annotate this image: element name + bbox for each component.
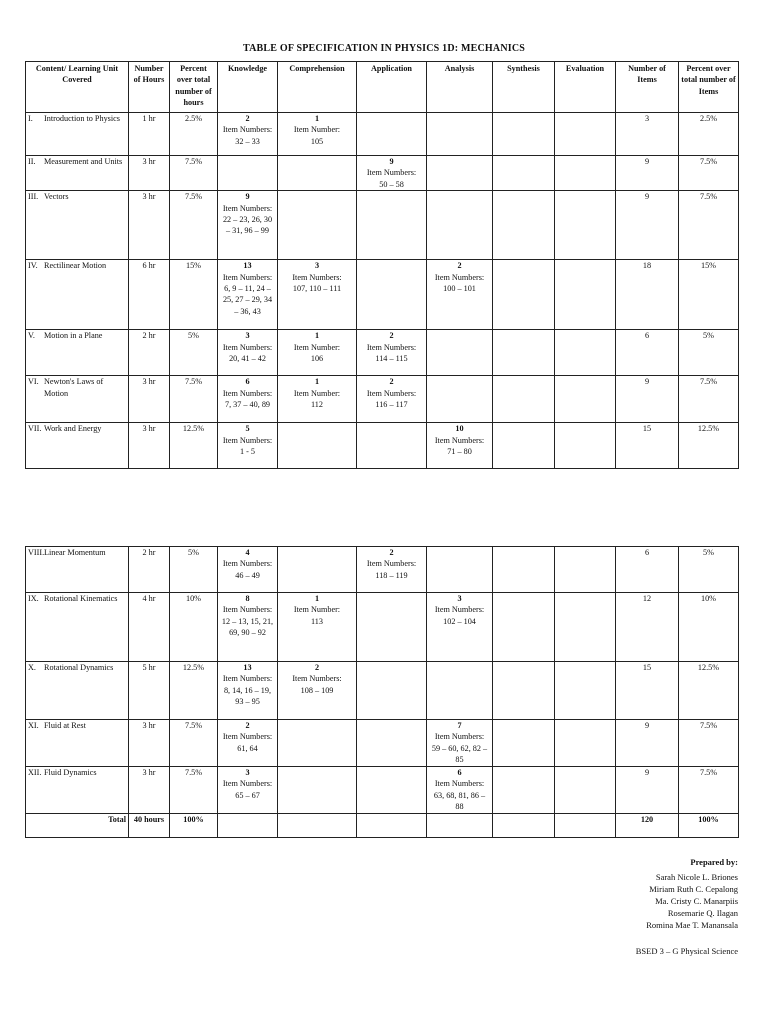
analysis-cell	[427, 720, 493, 767]
percent-items-cell: 5%	[679, 547, 739, 593]
unit-cell	[26, 547, 129, 593]
table-row	[26, 113, 739, 156]
application-item-label: Item Numbers:	[366, 342, 417, 352]
header-knowledge: Knowledge	[218, 62, 278, 113]
unit-cell	[26, 662, 129, 720]
table-row	[26, 423, 739, 469]
analysis-count: 2	[457, 261, 462, 271]
unit-cell	[26, 376, 129, 423]
evaluation-cell	[555, 191, 616, 260]
analysis-item-numbers: 71 – 80	[447, 447, 472, 457]
knowledge-cell	[218, 720, 278, 767]
synthesis-cell	[493, 662, 555, 720]
comprehension-count: 1	[314, 377, 320, 387]
unit-cell	[26, 191, 129, 260]
comprehension-cell	[278, 113, 357, 156]
header-analysis: Analysis	[427, 62, 493, 113]
unit-wrapper	[28, 423, 126, 434]
synthesis-cell	[493, 720, 555, 767]
knowledge-item-label: Item Numbers:	[222, 388, 273, 398]
analysis-cell	[427, 191, 493, 260]
knowledge-cell	[218, 260, 278, 330]
prepared-by-block	[646, 856, 738, 932]
knowledge-item-numbers: 6, 9 – 11, 24 – 25, 27 – 29, 34 – 36, 43	[222, 284, 273, 316]
analysis-count: 7	[457, 721, 462, 730]
hours-cell: 4 hr	[129, 593, 170, 662]
total-comprehension	[278, 813, 357, 837]
num-items-cell: 15	[616, 662, 679, 720]
num-items-cell: 9	[616, 156, 679, 191]
application-item-label: Item Numbers:	[366, 559, 417, 569]
num-items-cell: 12	[616, 593, 679, 662]
knowledge-item-numbers: 20, 41 – 42	[229, 354, 266, 364]
comprehension-cell	[278, 156, 357, 191]
num-items-cell: 3	[616, 113, 679, 156]
unit-number: X.	[28, 663, 36, 672]
analysis-item-label: Item Numbers:	[434, 779, 485, 789]
unit-name: Rotational Dynamics	[44, 663, 114, 672]
synthesis-cell	[493, 423, 555, 469]
knowledge-cell	[218, 593, 278, 662]
knowledge-cell	[218, 330, 278, 376]
total-analysis	[427, 813, 493, 837]
application-cell	[357, 376, 427, 423]
num-items-cell: 6	[616, 330, 679, 376]
synthesis-cell	[493, 156, 555, 191]
knowledge-item-numbers: 1 - 5	[239, 447, 255, 457]
knowledge-item-label: Item Numbers:	[222, 125, 273, 135]
analysis-item-label: Item Numbers:	[434, 272, 485, 282]
evaluation-cell	[555, 547, 616, 593]
knowledge-item-numbers: 12 – 13, 15, 21, 69, 90 – 92	[221, 616, 274, 638]
header-hours: Number of Hours	[129, 62, 170, 113]
total-evaluation	[555, 813, 616, 837]
evaluation-cell	[555, 593, 616, 662]
hours-cell: 6 hr	[129, 260, 170, 330]
header-percent-hours: Percent over total number of hours	[170, 62, 218, 113]
table-row	[26, 376, 739, 423]
synthesis-cell	[493, 593, 555, 662]
application-item-numbers: 50 – 58	[379, 179, 404, 189]
synthesis-cell	[493, 113, 555, 156]
knowledge-cell	[218, 191, 278, 260]
knowledge-item-numbers: 65 – 67	[235, 790, 260, 800]
knowledge-item-label: Item Numbers:	[222, 605, 273, 615]
percent-items-cell: 7.5%	[679, 376, 739, 423]
analysis-cell	[427, 113, 493, 156]
unit-wrapper	[28, 330, 126, 341]
evaluation-cell	[555, 720, 616, 767]
analysis-count: 10	[455, 424, 464, 434]
comprehension-count: 1	[314, 594, 320, 603]
comprehension-cell	[278, 662, 357, 720]
knowledge-cell	[218, 113, 278, 156]
table-row	[26, 593, 739, 662]
comprehension-item-label: Item Numbers:	[292, 272, 342, 282]
specification-table-part-2	[25, 546, 739, 838]
unit-name: Fluid at Rest	[44, 721, 86, 730]
application-count: 2	[389, 377, 394, 387]
hours-cell: 5 hr	[129, 662, 170, 720]
prepared-by-heading: Prepared by:	[690, 857, 738, 867]
num-items-cell: 9	[616, 767, 679, 814]
comprehension-item-label: Item Number:	[293, 342, 341, 352]
evaluation-cell	[555, 423, 616, 469]
comprehension-cell	[278, 376, 357, 423]
unit-cell	[26, 330, 129, 376]
num-items-cell: 15	[616, 423, 679, 469]
header-application: Application	[357, 62, 427, 113]
percent-items-cell: 12.5%	[679, 423, 739, 469]
analysis-item-numbers: 102 – 104	[443, 616, 476, 626]
application-item-numbers: 114 – 115	[375, 354, 408, 364]
knowledge-count: 13	[243, 261, 252, 271]
percent-hours-cell: 7.5%	[170, 376, 218, 423]
unit-number: XI.	[28, 721, 39, 730]
comprehension-count: 1	[314, 114, 320, 123]
knowledge-cell	[218, 662, 278, 720]
unit-cell	[26, 423, 129, 469]
comprehension-item-label: Item Number:	[293, 388, 341, 398]
total-knowledge	[218, 813, 278, 837]
knowledge-cell	[218, 376, 278, 423]
application-cell	[357, 662, 427, 720]
total-label: Total	[26, 813, 129, 837]
knowledge-count: 4	[245, 548, 250, 557]
total-application	[357, 813, 427, 837]
knowledge-cell	[218, 423, 278, 469]
synthesis-cell	[493, 260, 555, 330]
knowledge-count: 6	[245, 377, 250, 387]
synthesis-cell	[493, 767, 555, 814]
course-label: BSED 3 – G Physical Science	[635, 946, 738, 956]
comprehension-item-label: Item Number:	[293, 605, 341, 615]
unit-wrapper	[28, 720, 126, 731]
comprehension-cell	[278, 330, 357, 376]
knowledge-count: 2	[245, 721, 250, 730]
comprehension-item-numbers: 108 – 109	[300, 685, 334, 695]
analysis-item-numbers: 59 – 60, 62, 82 – 85	[431, 743, 488, 765]
table-body-part-2	[26, 547, 739, 814]
application-item-numbers: 116 – 117	[375, 400, 408, 410]
comprehension-item-numbers: 106	[310, 354, 324, 364]
application-cell	[357, 260, 427, 330]
unit-cell	[26, 720, 129, 767]
unit-number: XII.	[28, 768, 42, 777]
knowledge-item-label: Item Numbers:	[222, 674, 273, 684]
unit-name: Work and Energy	[44, 424, 102, 434]
percent-hours-cell: 12.5%	[170, 662, 218, 720]
unit-name: Measurement and Units	[44, 157, 123, 166]
table-row	[26, 662, 739, 720]
analysis-item-numbers: 63, 68, 81, 86 – 88	[433, 790, 486, 812]
application-cell	[357, 767, 427, 814]
knowledge-item-numbers: 22 – 23, 26, 30 – 31, 96 – 99	[222, 215, 273, 236]
application-count: 9	[389, 157, 394, 166]
percent-hours-cell: 15%	[170, 260, 218, 330]
knowledge-count: 5	[245, 424, 250, 434]
comprehension-cell	[278, 767, 357, 814]
total-percent: 100%	[170, 813, 218, 837]
percent-items-cell: 7.5%	[679, 191, 739, 260]
analysis-cell	[427, 156, 493, 191]
knowledge-item-label: Item Numbers:	[222, 559, 273, 569]
knowledge-item-numbers: 8, 14, 16 – 19, 93 – 95	[223, 685, 272, 707]
knowledge-item-numbers: 61, 64	[237, 743, 258, 753]
unit-cell	[26, 113, 129, 156]
header-row	[26, 62, 739, 113]
comprehension-cell	[278, 191, 357, 260]
synthesis-cell	[493, 330, 555, 376]
total-percent-items: 100%	[679, 813, 739, 837]
num-items-cell: 9	[616, 720, 679, 767]
knowledge-count: 13	[243, 663, 252, 672]
evaluation-cell	[555, 113, 616, 156]
table-row	[26, 156, 739, 191]
unit-cell	[26, 260, 129, 330]
unit-wrapper	[28, 191, 126, 202]
knowledge-count: 8	[245, 594, 250, 603]
header-synthesis: Synthesis	[493, 62, 555, 113]
percent-hours-cell: 5%	[170, 547, 218, 593]
analysis-cell	[427, 260, 493, 330]
knowledge-item-numbers: 46 – 49	[235, 570, 260, 580]
hours-cell: 3 hr	[129, 376, 170, 423]
knowledge-item-label: Item Numbers:	[222, 342, 273, 352]
application-cell	[357, 191, 427, 260]
unit-wrapper	[28, 260, 126, 271]
hours-cell: 3 hr	[129, 191, 170, 260]
knowledge-item-numbers: 7, 37 – 40, 89	[224, 400, 271, 410]
num-items-cell: 9	[616, 191, 679, 260]
unit-number: II.	[28, 157, 36, 166]
hours-cell: 2 hr	[129, 547, 170, 593]
application-item-numbers: 118 – 119	[375, 570, 408, 580]
hours-cell: 3 hr	[129, 423, 170, 469]
percent-hours-cell: 12.5%	[170, 423, 218, 469]
document-title: TABLE OF SPECIFICATION IN PHYSICS 1D: MECHANICS	[242, 43, 526, 54]
knowledge-cell	[218, 767, 278, 814]
unit-number: VI.	[28, 377, 39, 387]
unit-name: Linear Momentum	[44, 548, 106, 557]
table-body-part-1	[26, 113, 739, 469]
percent-items-cell: 7.5%	[679, 156, 739, 191]
percent-hours-cell: 7.5%	[170, 191, 218, 260]
percent-items-cell: 10%	[679, 593, 739, 662]
unit-wrapper	[28, 547, 126, 558]
synthesis-cell	[493, 376, 555, 423]
unit-cell	[26, 767, 129, 814]
header-percent-items: Percent over total number of Items	[679, 62, 739, 113]
knowledge-cell	[218, 156, 278, 191]
knowledge-item-label: Item Numbers:	[222, 779, 273, 789]
comprehension-item-label: Item Numbers:	[292, 674, 342, 684]
unit-name: Fluid Dynamics	[44, 768, 97, 777]
hours-cell: 3 hr	[129, 720, 170, 767]
comprehension-cell	[278, 720, 357, 767]
header-comprehension: Comprehension	[278, 62, 357, 113]
application-count: 2	[389, 331, 394, 341]
analysis-cell	[427, 330, 493, 376]
comprehension-item-numbers: 112	[311, 400, 323, 410]
analysis-cell	[427, 376, 493, 423]
unit-number: V.	[28, 331, 35, 341]
preparer-name: Rosemarie Q. Ilagan	[667, 908, 738, 919]
comprehension-count: 3	[314, 261, 320, 271]
header-content: Content/ Learning Unit Covered	[26, 62, 129, 113]
hours-cell: 2 hr	[129, 330, 170, 376]
unit-name: Newton's Laws of Motion	[44, 377, 104, 398]
percent-items-cell: 2.5%	[679, 113, 739, 156]
knowledge-item-label: Item Numbers:	[222, 203, 273, 213]
num-items-cell: 18	[616, 260, 679, 330]
comprehension-count: 2	[314, 663, 320, 672]
table-row	[26, 260, 739, 330]
application-cell	[357, 423, 427, 469]
num-items-cell: 9	[616, 376, 679, 423]
unit-wrapper	[28, 593, 126, 604]
knowledge-count: 2	[245, 114, 250, 123]
hours-cell: 3 hr	[129, 156, 170, 191]
comprehension-cell	[278, 260, 357, 330]
unit-name: Rectilinear Motion	[44, 261, 107, 271]
synthesis-cell	[493, 191, 555, 260]
unit-number: VIII.	[28, 548, 45, 557]
percent-hours-cell: 7.5%	[170, 156, 218, 191]
analysis-item-label: Item Numbers:	[434, 605, 485, 615]
analysis-item-label: Item Numbers:	[434, 435, 485, 445]
percent-hours-cell: 7.5%	[170, 767, 218, 814]
table-row	[26, 547, 739, 593]
hours-cell: 1 hr	[129, 113, 170, 156]
knowledge-count: 9	[245, 192, 250, 202]
percent-items-cell: 7.5%	[679, 767, 739, 814]
evaluation-cell	[555, 376, 616, 423]
application-item-label: Item Numbers:	[366, 168, 417, 178]
percent-items-cell: 12.5%	[679, 662, 739, 720]
unit-wrapper	[28, 113, 126, 124]
total-row	[26, 813, 739, 837]
table-row	[26, 330, 739, 376]
unit-cell	[26, 156, 129, 191]
unit-number: III.	[28, 192, 39, 202]
percent-items-cell: 7.5%	[679, 720, 739, 767]
preparer-name: Romina Mae T. Manansala	[646, 920, 738, 931]
application-cell	[357, 547, 427, 593]
num-items-cell: 6	[616, 547, 679, 593]
comprehension-item-numbers: 113	[311, 616, 323, 626]
synthesis-cell	[493, 547, 555, 593]
knowledge-count: 3	[245, 331, 250, 341]
comprehension-item-numbers: 105	[310, 136, 324, 146]
total-hours: 40 hours	[129, 813, 170, 837]
application-count: 2	[389, 548, 394, 557]
unit-wrapper	[28, 662, 126, 673]
preparer-name: Sarah Nicole L. Briones	[655, 872, 738, 883]
application-cell	[357, 156, 427, 191]
comprehension-cell	[278, 593, 357, 662]
percent-hours-cell: 10%	[170, 593, 218, 662]
analysis-item-numbers: 100 – 101	[443, 284, 476, 294]
knowledge-item-label: Item Numbers:	[222, 732, 273, 742]
total-num-items: 120	[616, 813, 679, 837]
preparer-name: Miriam Ruth C. Cepalong	[649, 884, 738, 895]
header-evaluation: Evaluation	[555, 62, 616, 113]
evaluation-cell	[555, 260, 616, 330]
percent-items-cell: 5%	[679, 330, 739, 376]
application-cell	[357, 593, 427, 662]
evaluation-cell	[555, 156, 616, 191]
application-cell	[357, 113, 427, 156]
knowledge-count: 3	[245, 768, 250, 777]
evaluation-cell	[555, 767, 616, 814]
unit-name: Vectors	[44, 192, 69, 202]
table-row	[26, 191, 739, 260]
percent-items-cell: 15%	[679, 260, 739, 330]
knowledge-item-label: Item Numbers:	[222, 435, 273, 445]
total-synthesis	[493, 813, 555, 837]
analysis-cell	[427, 547, 493, 593]
table-row	[26, 720, 739, 767]
evaluation-cell	[555, 330, 616, 376]
application-item-label: Item Numbers:	[366, 388, 417, 398]
hours-cell: 3 hr	[129, 767, 170, 814]
comprehension-item-label: Item Number:	[293, 125, 341, 135]
application-cell	[357, 330, 427, 376]
comprehension-cell	[278, 423, 357, 469]
table-row	[26, 767, 739, 814]
comprehension-item-numbers: 107, 110 – 111	[292, 284, 342, 294]
analysis-count: 6	[457, 768, 462, 777]
unit-number: VII.	[28, 424, 42, 434]
analysis-cell	[427, 662, 493, 720]
analysis-count: 3	[457, 594, 462, 603]
comprehension-cell	[278, 547, 357, 593]
header-number-of-items: Number of Items	[616, 62, 679, 113]
analysis-cell	[427, 767, 493, 814]
preparer-name: Ma. Cristy C. Manarpiis	[655, 896, 738, 907]
application-cell	[357, 720, 427, 767]
unit-number: IX.	[28, 594, 39, 603]
percent-hours-cell: 5%	[170, 330, 218, 376]
unit-name: Rotational Kinematics	[44, 594, 118, 603]
evaluation-cell	[555, 662, 616, 720]
unit-number: I.	[28, 114, 33, 123]
specification-table-part-1	[25, 61, 739, 469]
analysis-cell	[427, 423, 493, 469]
analysis-cell	[427, 593, 493, 662]
knowledge-item-numbers: 32 – 33	[235, 136, 260, 146]
unit-name: Introduction to Physics	[44, 114, 120, 123]
unit-name: Motion in a Plane	[44, 331, 103, 341]
unit-number: IV.	[28, 261, 38, 271]
unit-wrapper	[28, 156, 126, 167]
unit-cell	[26, 593, 129, 662]
knowledge-item-label: Item Numbers:	[222, 272, 273, 282]
analysis-item-label: Item Numbers:	[434, 732, 485, 742]
unit-wrapper	[28, 767, 126, 778]
percent-hours-cell: 7.5%	[170, 720, 218, 767]
comprehension-count: 1	[314, 331, 320, 341]
unit-wrapper	[28, 376, 126, 399]
percent-hours-cell: 2.5%	[170, 113, 218, 156]
knowledge-cell	[218, 547, 278, 593]
